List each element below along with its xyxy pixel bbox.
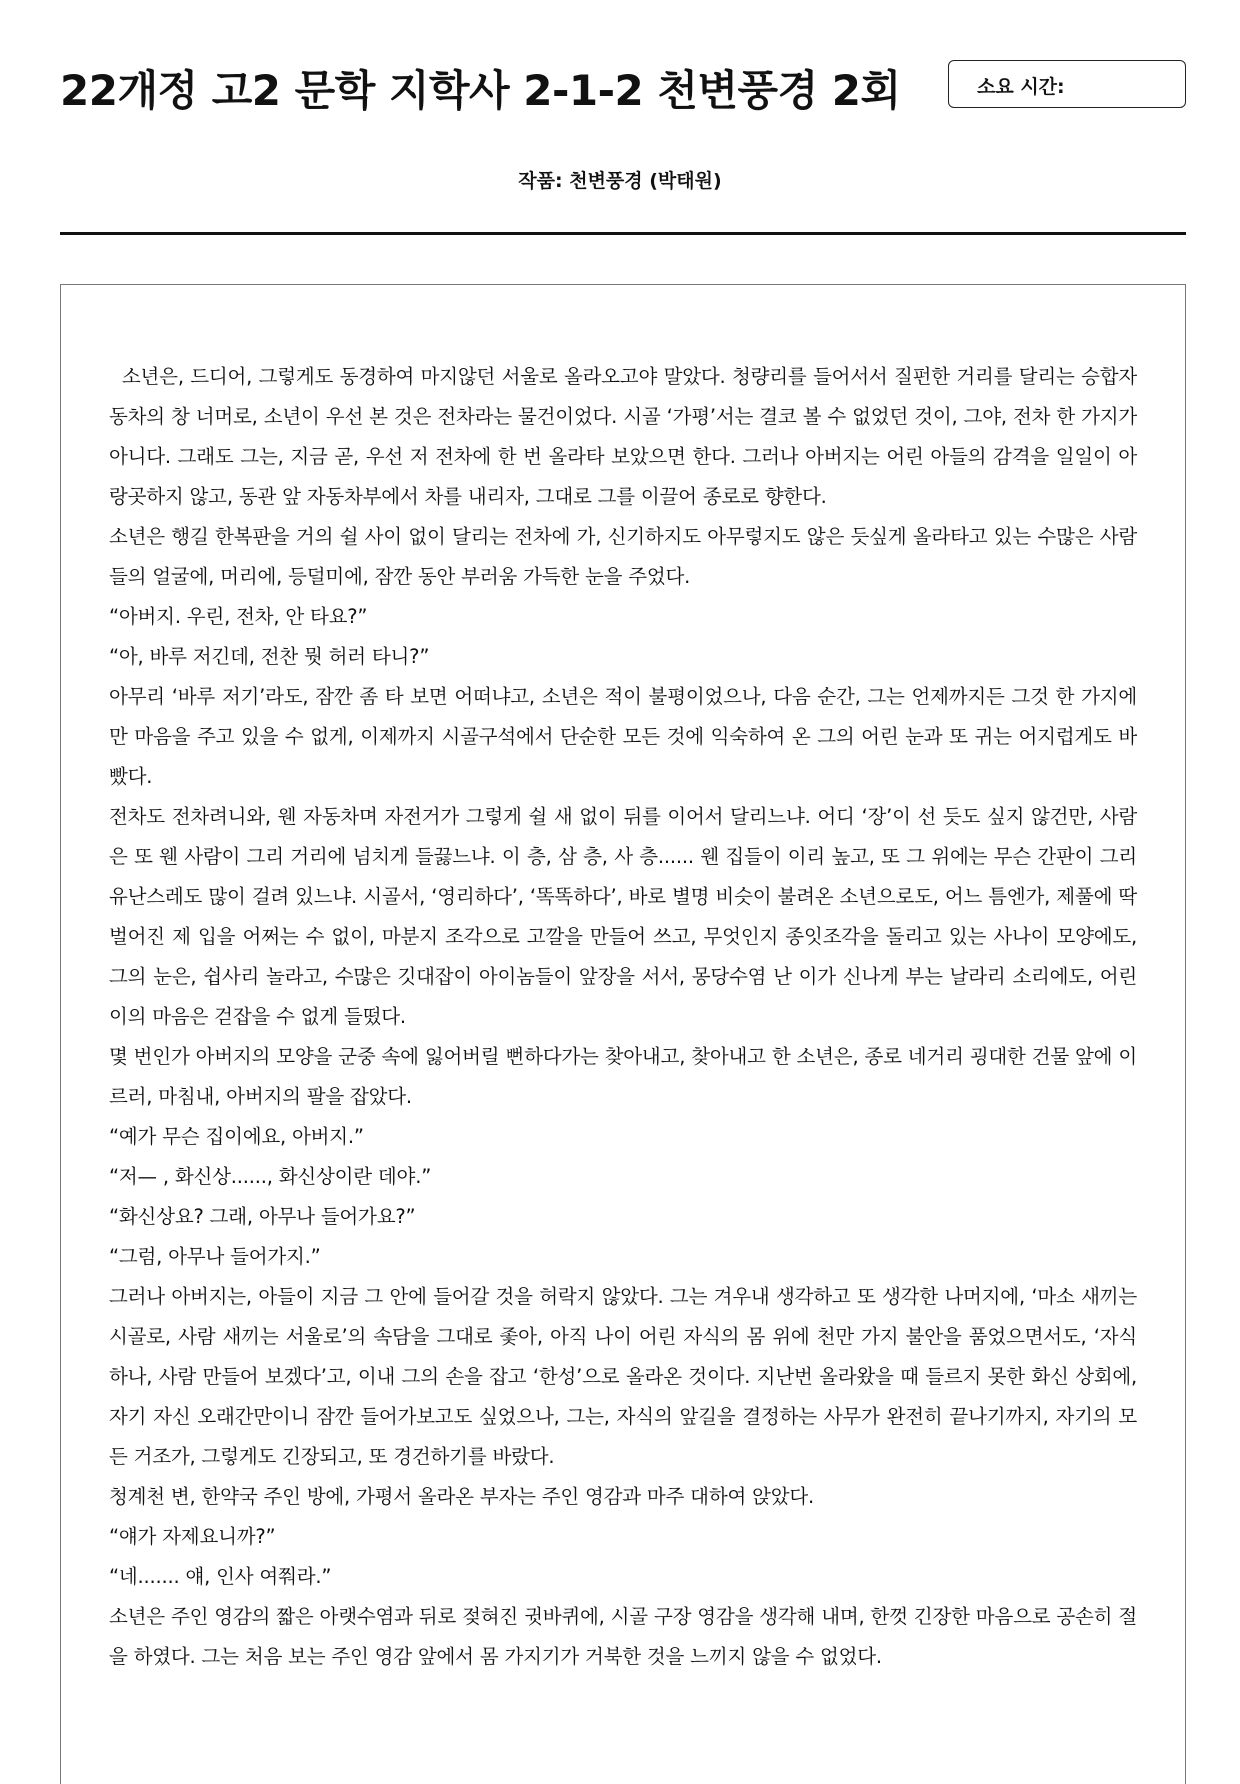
passage-paragraph: 소년은 주인 영감의 짧은 아랫수염과 뒤로 젖혀진 귓바퀴에, 시골 구장 영감을 생각해 내며, 한껏 긴장한 마음으로 공손히 절을 하였다. 그는 처음 보는 주인 영감 앞에서 몸 가지기가 거북한 것을 느끼지 않을 수 없었다. — [109, 1605, 1137, 1668]
dialogue-line: “아, 바루 저긴데, 전찬 뭣 허러 타니?” — [109, 645, 430, 668]
passage-paragraph: 그러나 아버지는, 아들이 지금 그 안에 들어갈 것을 허락지 않았다. 그는 겨우내 생각하고 또 생각한 나머지에, ‘마소 새끼는 시골로, 사람 새끼는 서울로’의 속담을 그대로 좇아, 아직 나이 어린 자식의 몸 위에 천만 가지 불안을 품었으면서도, ‘자식 하나, 사람 만들어 보겠다’고, 이내 그의 손을 잡고 ‘한성’으로 올라온 것이다. 지난번 올라왔을 때 들르지 못한 화신 상회에, 자기 자신 오래간만이니 잠깐 들어가보고도 싶었으나, 그는, 자식의 앞길을 결정하는 사무가 완전히 끝나기까지, 자기의 모든 거조가, 그렇게도 긴장되고, 또 경건하기를 바랐다. — [109, 1285, 1137, 1468]
time-box — [948, 60, 1186, 108]
passage-box — [60, 284, 1186, 1784]
header-divider — [60, 232, 1186, 235]
dialogue-line: “그럼, 아무나 들어가지.” — [109, 1245, 321, 1268]
dialogue-line: “아버지. 우린, 전차, 안 타요?” — [109, 605, 368, 628]
work-subtitle: 작품: 천변풍경 (박태원) — [518, 170, 722, 192]
dialogue-line: “네....... 얘, 인사 여쭤라.” — [109, 1565, 332, 1588]
page-title: 22개정 고2 문학 지학사 2-1-2 천변풍경 2회 — [60, 66, 901, 115]
dialogue-line: “얘가 자제요니까?” — [109, 1525, 276, 1548]
passage-paragraph: 아무리 ‘바루 저기’라도, 잠깐 좀 타 보면 어떠냐고, 소년은 적이 불평이었으나, 다음 순간, 그는 언제까지든 그것 한 가지에만 마음을 주고 있을 수 없게, 이제까지 시골구석에서 단순한 모든 것에 익숙하여 온 그의 어린 눈과 또 귀는 어지럽게도 바빴다. — [109, 685, 1137, 788]
passage-paragraph: 소년은, 드디어, 그렇게도 동경하여 마지않던 서울로 올라오고야 말았다. 청량리를 들어서서 질펀한 거리를 달리는 승합자동차의 창 너머로, 소년이 우선 본 것은 전차라는 물건이었다. 시골 ‘가평’서는 결코 볼 수 없었던 것이, 그야, 전차 한 가지가 아니다. 그래도 그는, 지금 곧, 우선 저 전차에 한 번 올라타 보았으면 한다. 그러나 아버지는 어린 아들의 감격을 일일이 아랑곳하지 않고, 동관 앞 자동차부에서 차를 내리자, 그대로 그를 이끌어 종로로 향한다. — [109, 365, 1143, 508]
passage-paragraph: 소년은 행길 한복판을 거의 쉴 사이 없이 달리는 전차에 가, 신기하지도 아무렇지도 않은 듯싶게 올라타고 있는 수많은 사람들의 얼굴에, 머리에, 등덜미에, 잠깐 동안 부러움 가득한 눈을 주었다. — [109, 525, 1137, 588]
dialogue-line: “저— , 화신상......, 화신상이란 데야.” — [109, 1165, 432, 1188]
passage-paragraph: 전차도 전차려니와, 웬 자동차며 자전거가 그렇게 쉴 새 없이 뒤를 이어서 달리느냐. 어디 ‘장’이 선 듯도 싶지 않건만, 사람은 또 웬 사람이 그리 거리에 넘치게 들끓느냐. 이 층, 삼 층, 사 층...... 웬 집들이 이리 높고, 또 그 위에는 무슨 간판이 그리 유난스레도 많이 걸려 있느냐. 시골서, ‘영리하다’, ‘똑똑하다’, 바로 별명 비슷이 불려온 소년으로도, 어느 틈엔가, 제풀에 딱 벌어진 제 입을 어쩌는 수 없이, 마분지 조각으로 고깔을 만들어 쓰고, 무엇인지 종잇조각을 돌리고 있는 사나이 모양에도, 그의 눈은, 쉽사리 놀라고, 수많은 깃대잡이 아이놈들이 앞장을 서서, 몽당수염 난 이가 신나게 부는 날라리 소리에도, 어린이의 마음은 걷잡을 수 없게 들떴다. — [109, 805, 1137, 1028]
passage-paragraph: 청계천 변, 한약국 주인 방에, 가평서 올라온 부자는 주인 영감과 마주 대하여 앉았다. — [109, 1485, 814, 1508]
time-label: 소요 시간: — [977, 76, 1065, 98]
dialogue-line: “화신상요? 그래, 아무나 들어가요?” — [109, 1205, 416, 1228]
passage-paragraph: 몇 번인가 아버지의 모양을 군중 속에 잃어버릴 뻔하다가는 찾아내고, 찾아내고 한 소년은, 종로 네거리 굉대한 건물 앞에 이르러, 마침내, 아버지의 팔을 잡았다. — [109, 1045, 1137, 1108]
dialogue-line: “예가 무슨 집이에요, 아버지.” — [109, 1125, 364, 1148]
